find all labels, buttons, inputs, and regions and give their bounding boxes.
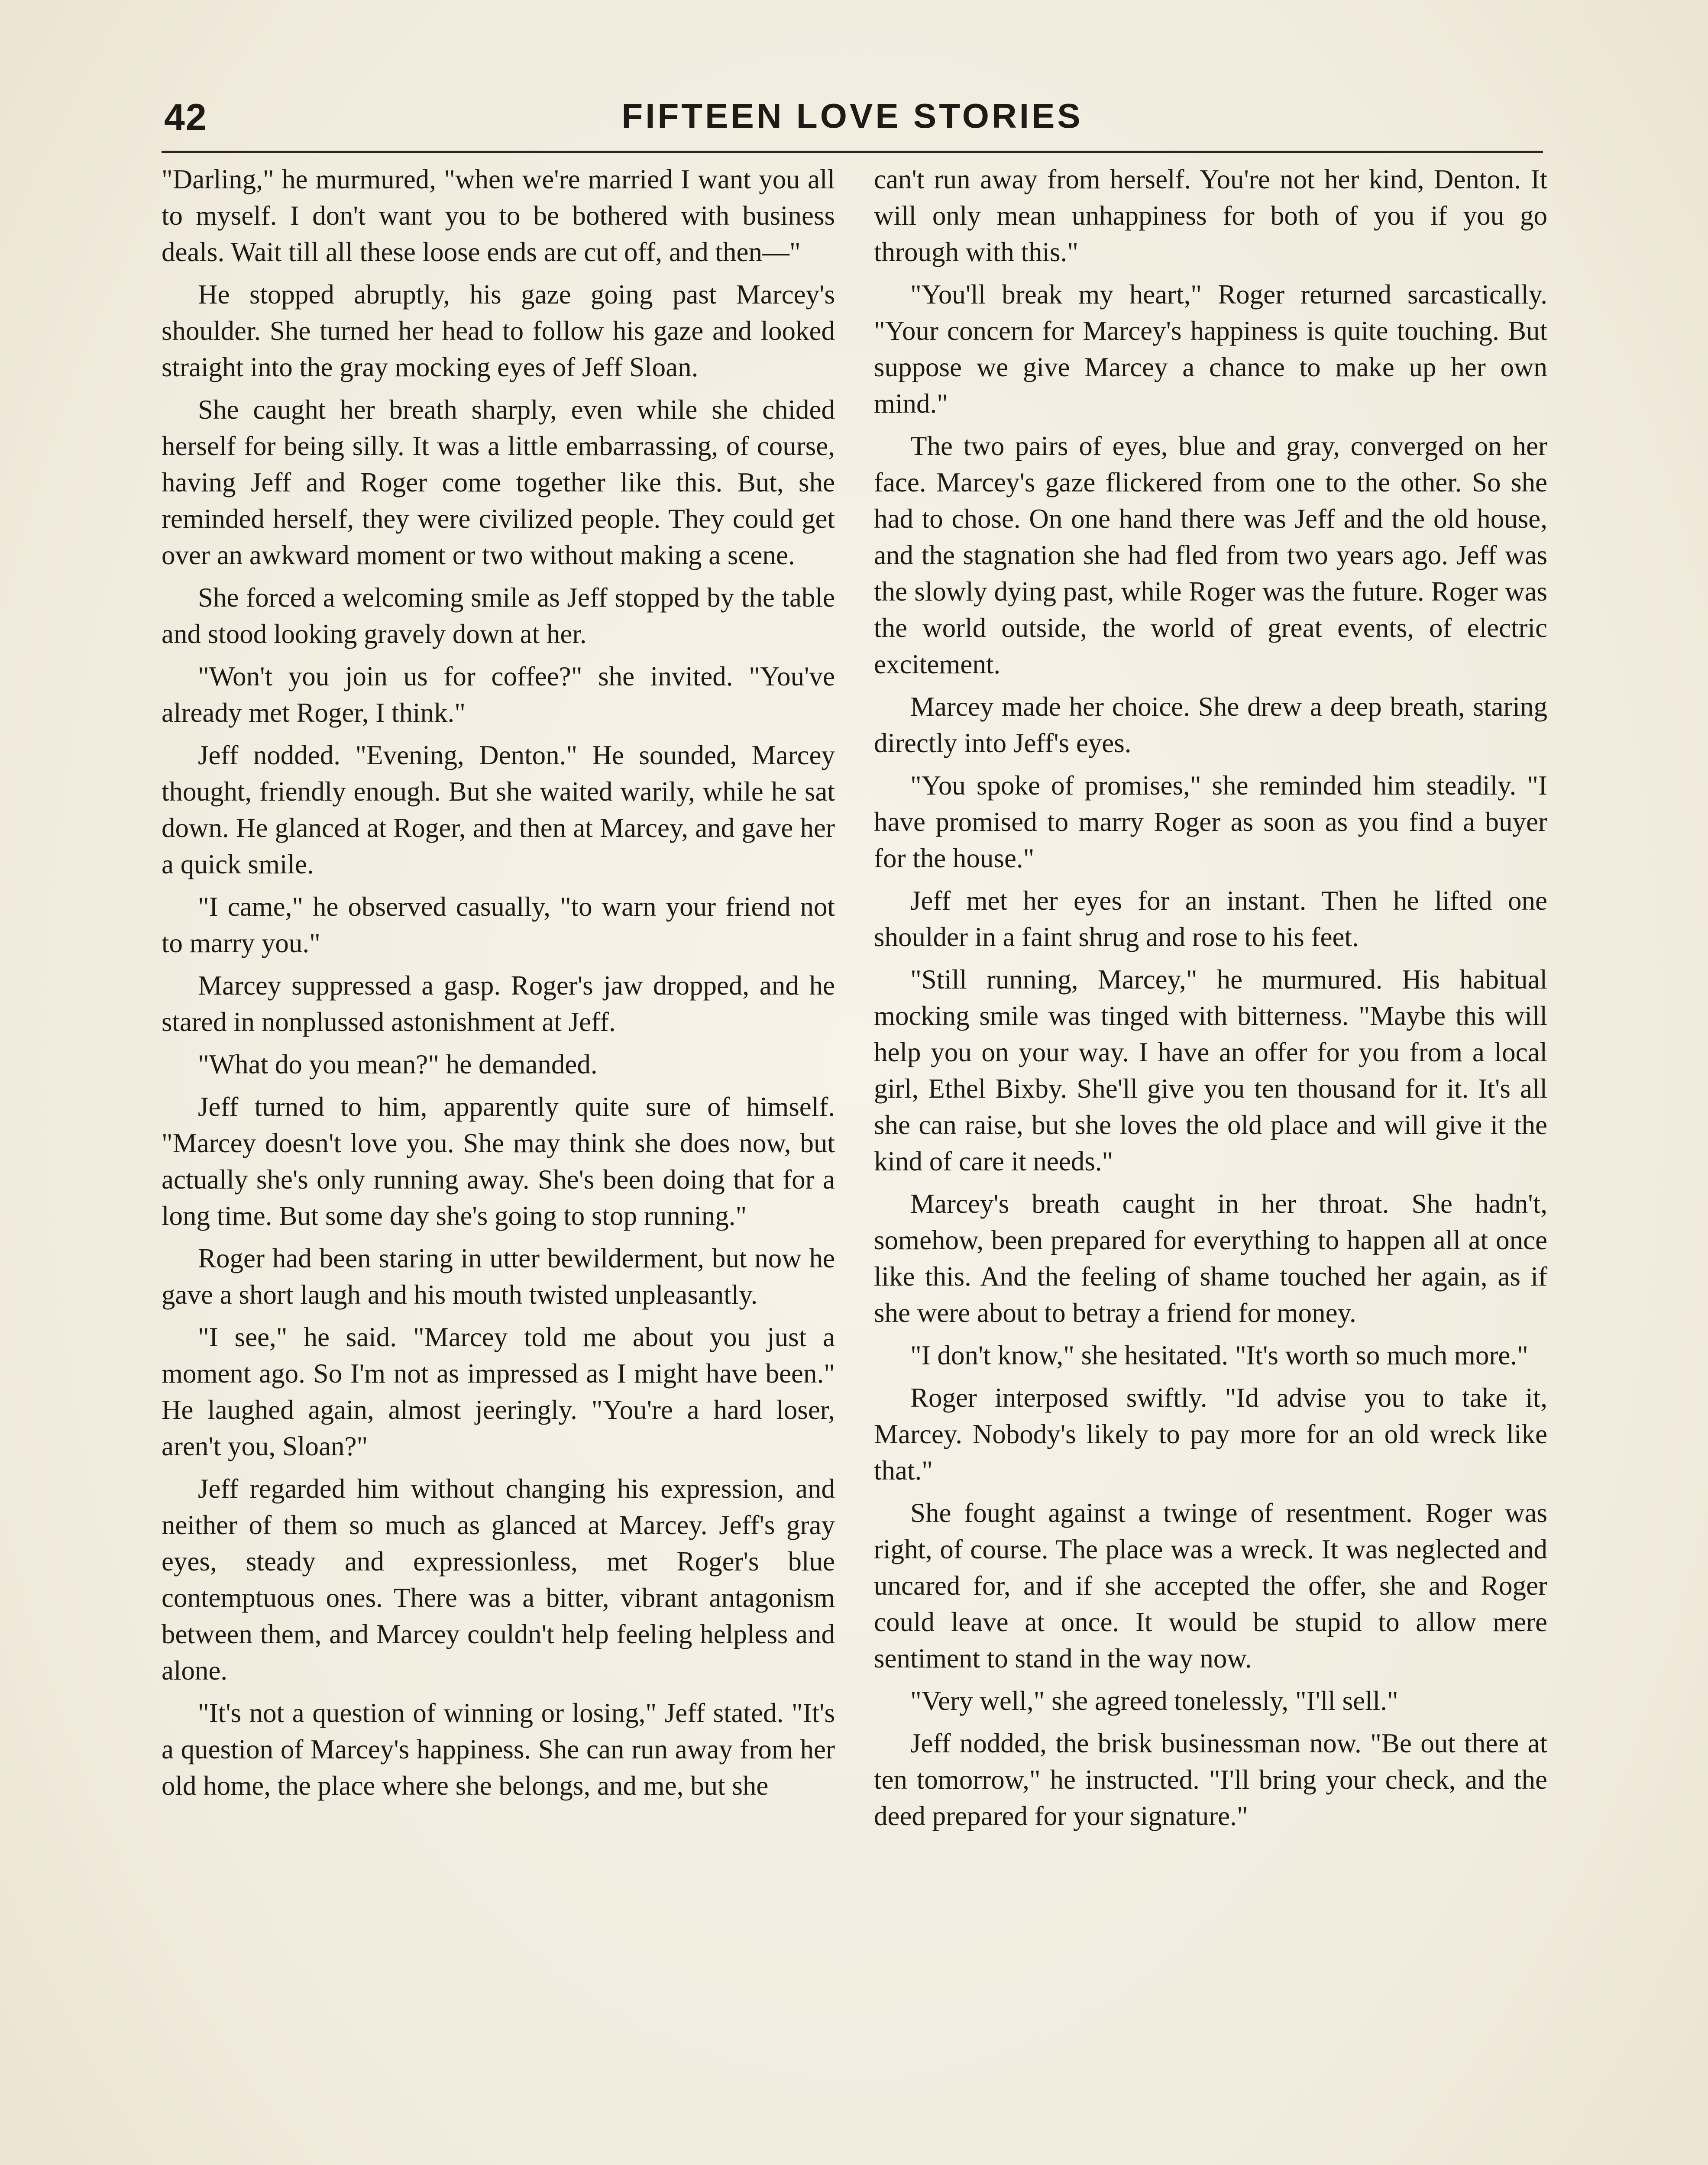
paragraph: Marcey's breath caught in her throat. She hadn't, somehow, been prepared for everything to happen all at once like this. And the feeling of shame touched her again, as if she were about to betray a friend for money. xyxy=(874,1189,1547,1328)
paragraph: Jeff nodded. "Evening, Denton." He sounded, Marcey thought, friendly enough. But she waited warily, while he sat down. He glanced at Roger, and then at Marcey, and gave her a quick smile. xyxy=(162,740,835,879)
paragraph: "Darling," he murmured, "when we're married I want you all to myself. I don't want you to be bothered with business deals. Wait till all these loose ends are cut off, and then—" xyxy=(162,164,835,267)
page-header xyxy=(162,94,1543,153)
paragraph: Jeff regarded him without changing his expression, and neither of them so much as glanced at Marcey. Jeff's gray eyes, steady and expressionless, met Roger's blue contemptuous ones. There was a bitter, vibrant antagonism between them, and Marcey couldn't help feeling helpless and alone. xyxy=(162,1473,835,1686)
paragraph: Marcey suppressed a gasp. Roger's jaw dropped, and he stared in nonplussed astonishment at Jeff. xyxy=(162,970,835,1037)
running-title: FIFTEEN LOVE STORIES xyxy=(621,97,1083,135)
paragraph: She fought against a twinge of resentment. Roger was right, of course. The place was a wreck. It was neglected and uncared for, and if she accepted the offer, she and Roger could leave at once. It would be stupid to allow mere sentiment to stand in the way now. xyxy=(874,1498,1547,1674)
paragraph: Jeff met her eyes for an instant. Then he lifted one shoulder in a faint shrug and rose to his feet. xyxy=(874,885,1547,952)
paragraph: "I see," he said. "Marcey told me about you just a moment ago. So I'm not as impressed as I might have been." He laughed again, almost jeeringly. "You're a hard loser, aren't you, Sloan?" xyxy=(162,1322,835,1461)
left-column xyxy=(162,161,835,1810)
right-column xyxy=(874,161,1547,1840)
paragraph: "What do you mean?" he demanded. xyxy=(198,1049,598,1079)
paragraph: She forced a welcoming smile as Jeff stopped by the table and stood looking gravely down at her. xyxy=(162,582,835,649)
paragraph: "I don't know," she hesitated. "It's worth so much more." xyxy=(910,1340,1528,1370)
paragraph: "Very well," she agreed tonelessly, "I'll sell." xyxy=(910,1686,1398,1716)
paragraph: Roger had been staring in utter bewilderment, but now he gave a short laugh and his mouth twisted unpleasantly. xyxy=(162,1243,835,1310)
paragraph: "I came," he observed casually, "to warn your friend not to marry you." xyxy=(162,892,835,958)
paragraph: can't run away from herself. You're not her kind, Denton. It will only mean unhappiness for both of you if you go through with this." xyxy=(874,164,1547,267)
paragraph: She caught her breath sharply, even while she chided herself for being silly. It was a little embarrassing, of course, having Jeff and Roger come together like this. But, she reminded herself, they were civilized people. They could get over an awkward moment or two without making a scene. xyxy=(162,394,835,570)
paragraph: "Still running, Marcey," he murmured. His habitual mocking smile was tinged with bitterness. "Maybe this will help you on your way. I have an offer for you from a local girl, Ethel Bixby. She'll give you ten thousand for it. It's all she can raise, but she loves the old place and will give it the kind of care it needs." xyxy=(874,964,1547,1176)
paragraph: "It's not a question of winning or losing," Jeff stated. "It's a question of Marcey's happiness. She can run away from her old home, the place where she belongs, and me, but she xyxy=(162,1698,835,1801)
paragraph: "You'll break my heart," Roger returned sarcastically. "Your concern for Marcey's happiness is quite touching. But suppose we give Marcey a chance to make up her own mind." xyxy=(874,279,1547,419)
paragraph: He stopped abruptly, his gaze going past Marcey's shoulder. She turned her head to follow his gaze and looked straight into the gray mocking eyes of Jeff Sloan. xyxy=(162,279,835,382)
paragraph: "Won't you join us for coffee?" she invited. "You've already met Roger, I think." xyxy=(162,661,835,728)
paragraph: "You spoke of promises," she reminded him steadily. "I have promised to marry Roger as soon as you find a buyer for the house." xyxy=(874,770,1547,873)
paragraph: Roger interposed swiftly. "Id advise you to take it, Marcey. Nobody's likely to pay more for an old wreck like that." xyxy=(874,1383,1547,1486)
paragraph: Jeff nodded, the brisk businessman now. "Be out there at ten tomorrow," he instructed. "I'll bring your check, and the deed prepared for your signature." xyxy=(874,1728,1547,1831)
paragraph: Jeff turned to him, apparently quite sure of himself. "Marcey doesn't love you. She may think she does now, but actually she's only running away. She's been doing that for a long time. But some day she's going to stop running." xyxy=(162,1092,835,1231)
paragraph: Marcey made her choice. She drew a deep breath, staring directly into Jeff's eyes. xyxy=(874,692,1547,758)
page-number: 42 xyxy=(164,97,207,138)
paragraph: The two pairs of eyes, blue and gray, converged on her face. Marcey's gaze flickered from one to the other. So she had to chose. On one hand there was Jeff and the old house, and the stagnation she had fled from two years ago. Jeff was the slowly dying past, while Roger was the future. Roger was the world outside, the world of great events, of electric excitement. xyxy=(874,431,1547,679)
